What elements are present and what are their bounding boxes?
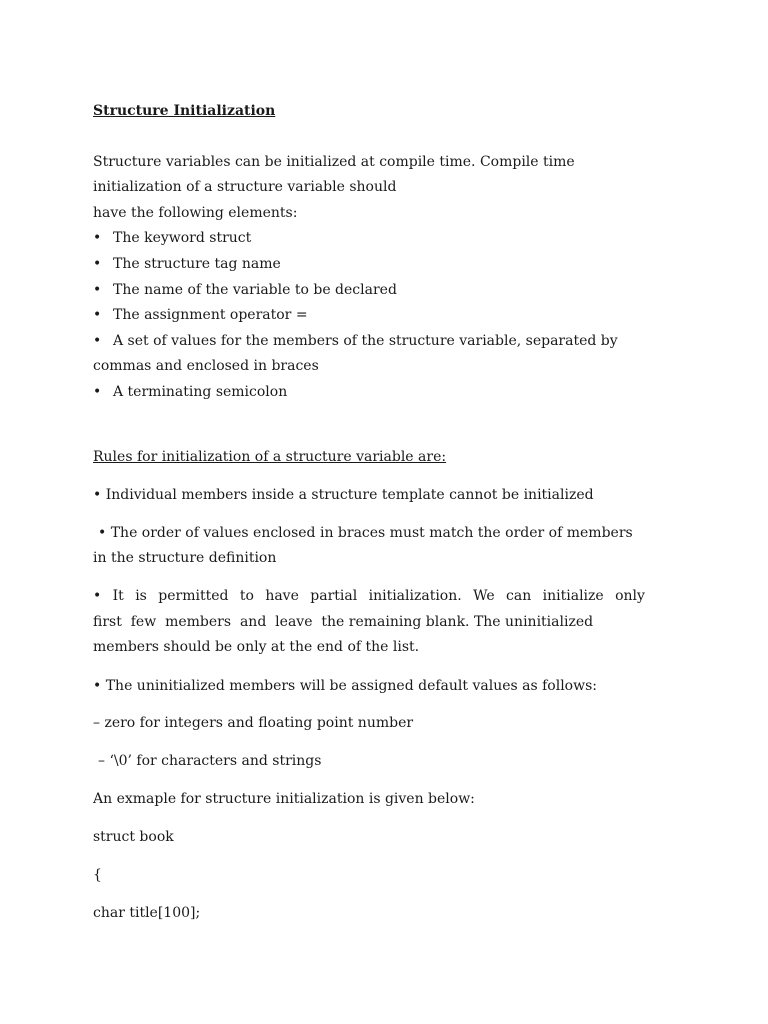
list-item: • The name of the variable to be declared (93, 282, 397, 298)
defaults-line: • The uninitialized members will be assigned default values as follows: (93, 678, 597, 694)
bullet: • (93, 256, 102, 272)
list-item: • The structure tag name (93, 256, 281, 272)
rule-line: • Individual members inside a structure template cannot be initialized (93, 487, 594, 503)
rules-heading: Rules for initialization of a structure variable are: (93, 449, 447, 465)
partial-init-line-1: • It is permitted to have partial initialization. We can initialize only (93, 588, 645, 604)
code-line: { (93, 867, 102, 883)
partial-init-line-2: first few members and leave the remaining blank. The uninitialized (93, 614, 594, 630)
list-item: • A set of values for the members of the structure variable, separated by (93, 333, 618, 349)
code-line: struct book (93, 829, 174, 845)
intro-line-3: have the following elements: (93, 205, 298, 221)
code-line: char title[100]; (93, 905, 201, 921)
bullet: • (93, 333, 102, 349)
partial-init-line-3: members should be only at the end of the list. (93, 639, 420, 655)
list-item: • A terminating semicolon (93, 384, 288, 400)
list-item-continuation: commas and enclosed in braces (93, 358, 319, 374)
zero-default-line: – zero for integers and floating point number (93, 715, 414, 731)
section-title: Structure Initialization (93, 103, 276, 119)
list-item: • The keyword struct (93, 230, 252, 246)
list-item: • The assignment operator = (93, 307, 308, 323)
intro-line-1: Structure variables can be initialized at compile time. Compile time (93, 154, 575, 170)
bullet: • (93, 230, 102, 246)
bullet: • (93, 307, 102, 323)
rule-line: in the structure definition (93, 550, 277, 566)
bullet: • (93, 384, 102, 400)
rule-line: • The order of values enclosed in braces must match the order of members (98, 525, 633, 541)
example-intro: An exmaple for structure initialization is given below: (93, 791, 475, 807)
intro-line-2: initialization of a structure variable should (93, 179, 397, 195)
null-default-line: – ‘\0’ for characters and strings (98, 753, 322, 769)
bullet: • (93, 282, 102, 298)
